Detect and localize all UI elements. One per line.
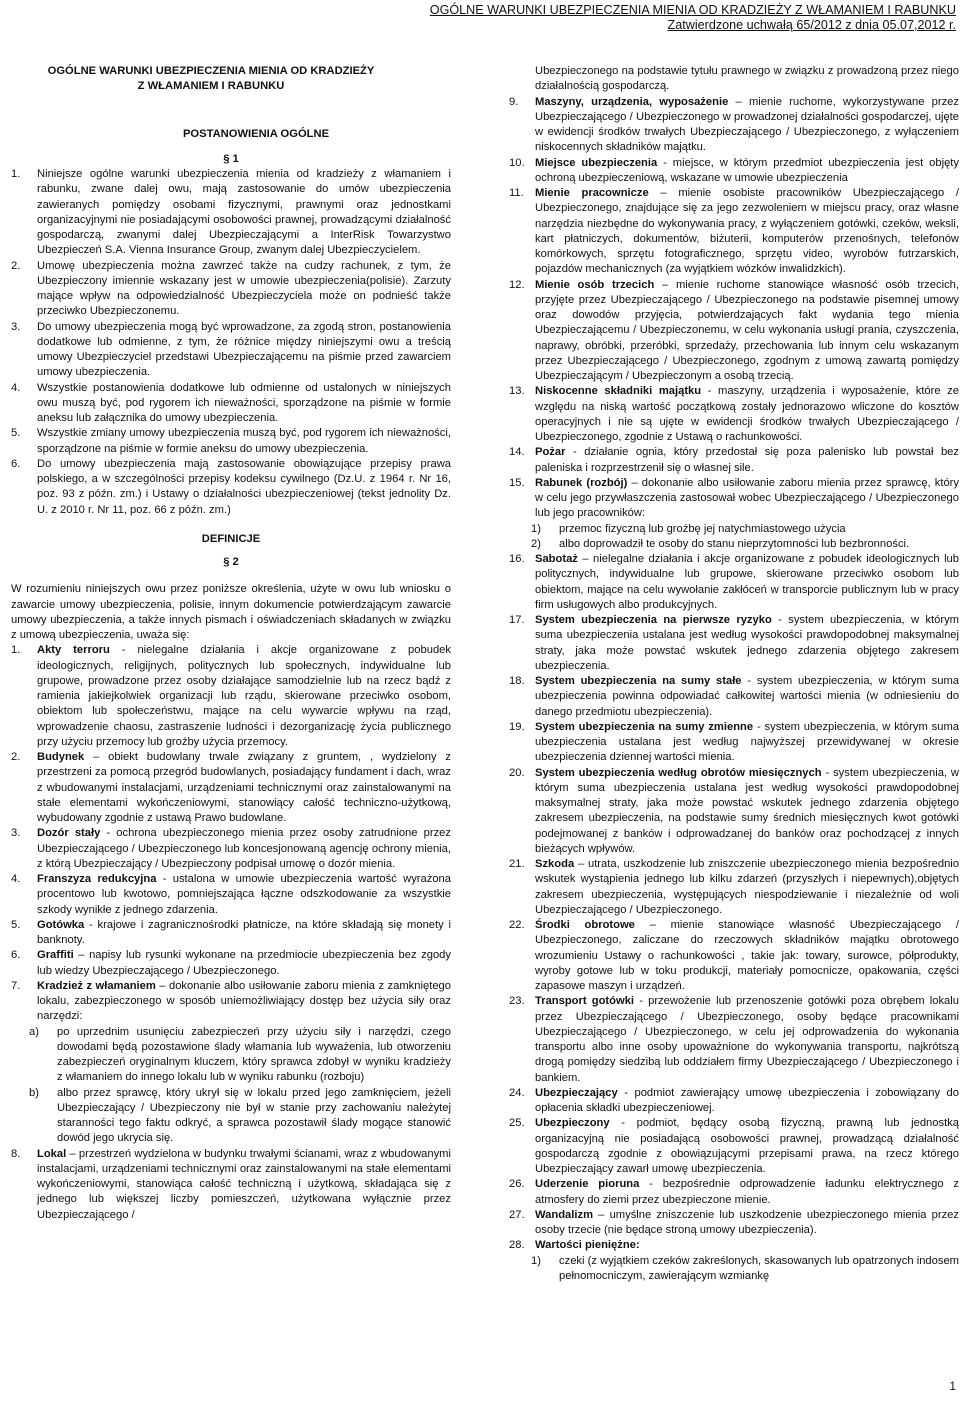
definition-9-term: Maszyny, urządzenia, wyposażenie [535, 95, 729, 108]
definition-15-sub-2 [509, 537, 959, 552]
definition-24-number: 24. [509, 1086, 525, 1099]
definition-23 [509, 994, 959, 1086]
general-provision-5-text: Wszystkie zmiany umowy ubezpieczenia muszą być, pod rygorem ich nieważności, sporządzone na piśmie w formie aneksu do umowy ubezpieczenia. [37, 427, 451, 455]
definition-7-sub-1 [11, 1025, 451, 1086]
definition-3-number: 3. [11, 827, 21, 840]
definition-17 [509, 613, 959, 674]
definition-18-number: 18. [509, 675, 525, 687]
general-provision-5 [11, 426, 451, 457]
definition-15-sub-1 [509, 522, 959, 537]
definition-10-term: Miejsce ubezpieczenia [535, 156, 658, 169]
definition-12-number: 12. [509, 278, 525, 291]
definition-7-sub-2 [11, 1086, 451, 1147]
definition-24-term: Ubezpieczający [535, 1086, 618, 1099]
general-provision-2-text: Umowę ubezpieczenia można zawrzeć także na cudzy rachunek, z tym, że Ubezpieczony imiennie wskazany jest w umowie ubezpieczenia(polisie). Zarzuty mające wpływ na odpowiedzialność Ubezpieczyciela może on podnieść także przeciwko Ubezpieczonemu. [37, 259, 451, 318]
general-provision-1 [11, 167, 451, 259]
definition-16-number: 16. [509, 553, 525, 565]
definition-11-text: – mienie osobiste pracowników Ubezpieczającego / Ubezpieczonego, znajdujące się za jego zezwoleniem w miejscu pracy, oraz własne narzędzia niezbędne do wykonywania pracy, z wyłączeniem gotówki, czeków, weksli, kart płatniczych, dokumentów, biżuterii, komputerów przenośnych, telefonów komórkowych, sprzętu fotograficznego, sprzętu video, wyrobów futrzarskich, pojazdów mechanicznych (za wyjątkiem wózków inwalidzkich). [535, 187, 959, 276]
definition-27-text: – umyślne zniszczenie lub uszkodzenie ubezpieczonego mienia przez osoby trzecie (nie będące stroną umowy ubezpieczenia). [535, 1208, 959, 1236]
definition-22 [509, 918, 959, 994]
left-column [11, 64, 451, 1223]
definition-18-text: - system ubezpieczenia, w którym suma ubezpieczenia powinna odpowiadać całkowitej wartości mienia (w odniesieniu do danego przedmiotu ubezpieczenia). [535, 675, 959, 718]
general-provision-1-text: Niniejsze ogólne warunki ubezpieczenia mienia od kradzieży z włamaniem i rabunku, zwane dalej owu, mają zastosowanie do umów ubezpieczenia zawieranych pomiędzy osobami fizycznymi, prawnymi oraz jednostkami organizacyjnymi nie posiadającymi osobowości prawnej, prowadzącymi działalność gospodarczą, zwanymi dalej Ubezpieczającymi a InterRisk Towarzystwo Ubezpieczeń S.A. Vienna Insurance Group, zwanym dalej Ubezpieczycielem. [37, 168, 451, 257]
definition-11-number: 11. [509, 187, 524, 199]
definition-16-term: Sabotaż [535, 553, 578, 565]
doc-title-line1: OGÓLNE WARUNKI UBEZPIECZENIA MIENIA OD KRADZIEŻY [47, 65, 375, 77]
section-definitions-heading: DEFINICJE [201, 532, 261, 545]
definition-28-term: Wartości pieniężne: [535, 1239, 640, 1252]
definition-26-text: - bezpośrednie odprowadzenie ładunku elektrycznego z atmosfery do ziemi przez ubezpieczone mienie. [535, 1178, 959, 1206]
definition-6-text: – napisy lub rysunki wykonane na przedmiocie ubezpieczenia bez zgody lub wiedzy Ubezpieczającego / Ubezpieczonego. [37, 949, 451, 977]
definition-26-term: Uderzenie pioruna [535, 1178, 640, 1191]
definition-5-text: - krajowe i zagranicznośrodki płatnicze, na które składają się monety i banknoty. [37, 918, 451, 946]
definition-1-term: Akty terroru [37, 644, 110, 657]
definition-15-text: – dokonanie albo usiłowanie zaboru mienia przez sprawcę, który w celu jego przywłaszczenia zastosował wobec Ubezpieczającego / Ubezpieczonego lub jego pracowników: [535, 476, 959, 520]
definition-27-number: 27. [509, 1208, 525, 1221]
general-provision-6-number: 6. [11, 457, 21, 470]
definition-27-term: Wandalizm [535, 1208, 594, 1221]
definition-28-sub-1 [509, 1254, 959, 1285]
definition-14-number: 14. [509, 446, 525, 459]
definition-5-term: Gotówka [37, 918, 85, 931]
definition-20-term: System ubezpieczenia według obrotów miesięcznych [535, 766, 822, 779]
paragraph-1-heading: § 1 [223, 152, 239, 165]
doc-title-line2: Z WŁAMANIEM I RABUNKU [137, 80, 285, 93]
definition-21-text: – utrata, uszkodzenie lub zniszczenie ubezpieczonego mienia bezpośrednio wskutek wystąpienia jednego lub kilku zdarzeń (przyszłych i niepewnych),objętych zakresem ubezpieczenia, występujących niespodziewanie i niezależnie od woli Ubezpieczającego / Ubezpieczonego. [535, 858, 959, 916]
definition-7 [11, 979, 451, 1025]
definition-13-text: - maszyny, urządzenia i wyposażenie, które ze względu na niską wartość początkową zostały jednorazowo wliczone do kosztów operacyjnych i nie są ujęte w ewidencji środków trwałych Ubezpieczającego / Ubezpieczonego, zgodnie z Ustawą o rachunkowości. [535, 385, 959, 443]
definition-22-text: – mienie stanowiące własność Ubezpieczającego / Ubezpieczonego, zaliczane do rzeczowych składników majątku obrotowego wrozumieniu Ustawy o rachunkowości , takie jak: towary, surowce, półprodukty, wyroby gotowe lub w toku produkcji, materiały pomocnicze, opakowania, części zapasowe maszyn i urządzeń. [535, 919, 959, 992]
definition-1-number: 1. [11, 644, 21, 657]
definition-18 [509, 674, 959, 720]
page-number: 1 [949, 1379, 956, 1393]
definition-1 [11, 643, 451, 750]
paragraph-2-heading: § 2 [223, 556, 239, 568]
definition-18-term: System ubezpieczenia na sumy stałe [535, 675, 742, 687]
definition-6-number: 6. [11, 949, 21, 962]
definition-15-sub-2-number: 2) [531, 537, 541, 550]
definition-25-text: - podmiot, będący osobą fizyczną, prawną lub jednostką organizacyjną nie posiadającą osobowości prawnej, prowadzącą działalność gospodarczą zgodnie z obowiązującymi przepisami prawa, na rzecz którego Ubezpieczający zawarł umowę ubezpieczenia. [535, 1117, 959, 1175]
definition-15-sub-2-text: albo doprowadził te osoby do stanu nieprzytomności lub bezbronności. [559, 537, 910, 550]
definition-9 [509, 95, 959, 156]
definition-12-text: – mienie ruchome stanowiące własność osób trzecich, przyjęte przez Ubezpieczającego / Ubezpieczonego na podstawie pisemnej umowy oraz dowodów przyjęcia, potwierdzających fakt wydania tego mienia Ubezpieczającemu / Ubezpieczonemu, w celu wykonania usługi prania, czyszczenia, naprawy, obróbki, przeróbki, sprzedaży, przechowania lub innym celu wskazanym przez Ubezpieczającego / Ubezpieczonego, zgodnym z umową zawartą pomiędzy Ubezpieczającym / Ubezpieczonym a osobą trzecią. [535, 278, 959, 382]
definitions-right-list [509, 95, 959, 1285]
definition-16-text: – nielegalne działania i akcje organizowane z pobudek ideologicznych lub politycznych, indywidualne lub grupowe, skierowane przeciwko osobom lub obiektom, mające na celu wywołanie zakłóceń w transporcie publicznym lub w pracy firm usługowych albo produkcyjnych. [535, 553, 959, 611]
general-provision-3 [11, 320, 451, 381]
header-approval: Zatwierdzone uchwałą 65/2012 z dnia 05.07,2012 r. [667, 18, 956, 32]
definitions-left-list [11, 643, 451, 1223]
definition-22-number: 22. [509, 919, 525, 931]
definition-19-term: System ubezpieczenia na sumy zmienne [535, 720, 754, 733]
general-provisions-list [11, 167, 451, 518]
definition-7-number: 7. [11, 979, 21, 992]
definition-12-term: Mienie osób trzecich [535, 278, 655, 291]
definition-7-sub-2-text: albo przez sprawcę, który ukrył się w lokalu przed jego zamknięciem, jeżeli Ubezpieczający / Ubezpieczony nie był w stanie przy zachowaniu należytej staranności tego faktu odkryć, a sprawca pozostawił ślady mogące stanowić dowód jego ukrycia się. [57, 1086, 451, 1145]
general-provision-2 [11, 259, 451, 320]
general-provision-4-text: Wszystkie postanowienia dodatkowe lub odmienne od ustalonych w niniejszych owu muszą być, pod rygorem ich nieważności, sporządzone na piśmie w formie aneksu lub załącznika do umowy ubezpieczenia. [37, 381, 451, 424]
definition-16 [509, 552, 959, 613]
definition-22-term: Środki obrotowe [535, 919, 635, 931]
definition-24 [509, 1086, 959, 1117]
definition-17-term: System ubezpieczenia na pierwsze ryzyko [535, 614, 772, 626]
definition-8-number: 8. [11, 1147, 21, 1160]
definition-3-term: Dozór stały [37, 827, 101, 840]
definition-9-text: – mienie ruchome, wykorzystywane przez Ubezpieczającego / Ubezpieczonego w prowadzonej działalności gospodarczej, ujęte w ewidencji środków trwałych Ubezpieczającego / Ubezpieczonego, z wyłączeniem niskocennych składników majątku. [535, 95, 959, 154]
definition-15-sub-1-text: przemoc fizyczną lub groźbę jej natychmiastowego użycia [559, 522, 846, 535]
definition-17-text: - system ubezpieczenia, w którym suma ubezpieczenia ustalana jest według wysokości prawdopodobnej maksymalnej straty, jaka może powstać wskutek jednego zdarzenia objętego zakresem ubezpieczenia. [535, 614, 959, 672]
definition-21-number: 21. [509, 858, 525, 870]
right-column [509, 64, 959, 1284]
definition-21-term: Szkoda [535, 858, 575, 870]
doc-title [11, 64, 411, 95]
definition-4 [11, 872, 451, 918]
definition-23-term: Transport gotówki [535, 995, 635, 1008]
definition-28-sub-1-number: 1) [531, 1254, 541, 1267]
definitions-intro: W rozumieniu niniejszych owu przez poniższe określenia, użyte w owu lub wniosku o zawarcie umowy ubezpieczenia, polisie, innym dokumencie potwierdzającym zawarcie umowy ubezpieczenia, a także innych pismach i oświadczeniach składanych w związku z umową ubezpieczenia, uważa się: [11, 583, 451, 641]
definition-15-term: Rabunek (rozbój) [535, 476, 628, 489]
definition-14-term: Pożar [535, 446, 566, 459]
general-provision-6 [11, 457, 451, 518]
definition-5 [11, 918, 451, 949]
definition-3-text: - ochrona ubezpieczonego mienia przez osoby zatrudnione przez Ubezpieczającego / Ubezpieczonego lub koncesjonowaną agencję ochrony mienia, z którą Ubezpieczający / Ubezpieczony podpisał umowę o dozór mienia. [37, 827, 451, 870]
definition-25-number: 25. [509, 1117, 525, 1130]
definition-8 [11, 1147, 451, 1223]
definition-15-sub-1-number: 1) [531, 522, 541, 535]
definition-17-number: 17. [509, 614, 525, 626]
definition-4-text: - ustalona w umowie ubezpieczenia wartość wyrażona procentowo lub kwotowo, pomniejszająca łączne odszkodowanie za wszystkie szkody wynikłe z jednego zdarzenia. [37, 873, 451, 916]
definition-15-number: 15. [509, 476, 525, 489]
definition-21 [509, 857, 959, 918]
definition-19-text: - system ubezpieczenia, w którym suma ubezpieczenia ustalana jest według najwyższej przewidywanej w okresie ubezpieczenia dziennej wartości mienia. [535, 720, 959, 764]
general-provision-4 [11, 381, 451, 427]
definition-28-sub-1-text: czeki (z wyjątkiem czeków zakreślonych, skasowanych lub opatrzonych indosem pełnomocniczym, zawierającym wzmiankę [559, 1254, 959, 1282]
definition-6-term: Graffiti [37, 949, 74, 962]
general-provision-6-text: Do umowy ubezpieczenia mają zastosowanie obowiązujące przepisy prawa polskiego, a w szczególności przepisy kodeksu cywilnego (Dz.U. z 1964 r. Nr 16, poz. 93 z późn. zm.) i Ustawy o działalności ubezpieczeniowej (tekst jednolity Dz. U. z 2010 r. Nr 11, poz. 66 z późn. zm.) [37, 457, 451, 516]
definition-5-number: 5. [11, 918, 21, 931]
definition-11-term: Mienie pracownicze [535, 187, 649, 199]
general-provision-5-number: 5. [11, 427, 21, 440]
general-provision-4-number: 4. [11, 381, 21, 394]
definition-6 [11, 948, 451, 979]
definition-7-sub-1-text: po uprzednim usunięciu zabezpieczeń przy użyciu siły i narzędzi, czego dowodami będą pozostawione ślady włamania lub wyważenia, lub otworzeniu zabezpieczeń oryginalnym kluczem, który sprawca zdobył w wyniku kradzieży z włamaniem do innego lokalu lub w wyniku rabunku (rozboju) [57, 1025, 451, 1084]
definition-10-number: 10. [509, 156, 525, 169]
definition-23-number: 23. [509, 995, 525, 1008]
running-header [430, 3, 956, 33]
definition-4-term: Franszyza redukcyjna [37, 873, 157, 885]
definition-7-sub-1-number: a) [29, 1025, 39, 1038]
definition-28-number: 28. [509, 1239, 525, 1252]
definition-11 [509, 186, 959, 278]
definition-20-number: 20. [509, 766, 525, 779]
definition-26-number: 26. [509, 1178, 525, 1191]
definition-27 [509, 1208, 959, 1239]
definition-7-sub-2-number: b) [29, 1086, 39, 1099]
definition-19 [509, 720, 959, 766]
definition-8-text: – przestrzeń wydzielona w budynku trwałymi ścianami, wraz z wbudowanymi instalacjami, urządzeniami technicznymi oraz zainstalowanymi na stałe elementami wykończeniowymi, stanowiąca całość techniczną i użytkową, składająca się z jednego lub większej liczby pomieszczeń, użytkowana wyłącznie przez Ubezpieczającego / [37, 1147, 451, 1221]
general-provision-3-text: Do umowy ubezpieczenia mogą być wprowadzone, za zgodą stron, postanowienia dodatkowe lub odmienne, z tym, że różnice między niniejszymi owu a treścią umowy Ubezpieczyciel przedstawi Ubezpieczającemu na piśmie przed zawarciem umowy ubezpieczenia. [37, 320, 451, 379]
definition-3 [11, 826, 451, 872]
definition-10-text: - miejsce, w którym przedmiot ubezpieczenia jest objęty ochroną ubezpieczeniową, wskazane w umowie ubezpieczenia [535, 156, 959, 184]
definition-2-number: 2. [11, 751, 21, 763]
definition-2-term: Budynek [37, 751, 85, 763]
definition-28 [509, 1238, 959, 1253]
definition-24-text: - podmiot zawierający umowę ubezpieczenia i zobowiązany do opłacenia składki ubezpieczeniowej. [535, 1086, 959, 1114]
definition-20-text: - system ubezpieczenia, w którym suma ubezpieczenia ustalana jest według wysokości prawdopodobnej maksymalnej straty, jaka może powstać wskutek jednego zdarzenia objętego zakresem ubezpieczenia, na podstawie sumy średnich miesięcznych kwot gotówki podejmowanej z banków i odprowadzanej do banków oraz pochodzącej z innych bieżących wpływów. [535, 766, 959, 855]
definition-4-number: 4. [11, 873, 21, 885]
definition-13-number: 13. [509, 385, 525, 398]
definition-25-term: Ubezpieczony [535, 1117, 610, 1130]
definition-8-term: Lokal [37, 1147, 67, 1160]
definition-2-text: – obiekt budowlany trwale związany z gruntem, , wydzielony z przestrzeni za pomocą przegród budowlanych, posiadający fundament i dach, wraz z wbudowanymi instalacjami, urządzeniami technicznymi oraz zainstalowanymi na stałe elementami wykończeniowymi, stanowiący całość techniczno-użytkową, wybudowany zgodnie z ustawą Prawo budowlane. [37, 751, 451, 824]
definition-7-term: Kradzież z włamaniem [37, 979, 156, 992]
definition-10 [509, 156, 959, 187]
definition-12 [509, 278, 959, 385]
definition-26 [509, 1177, 959, 1208]
definition-13-term: Niskocenne składniki majątku [535, 385, 702, 398]
definition-15 [509, 476, 959, 522]
general-provision-3-number: 3. [11, 320, 21, 333]
definition-23-text: - przewożenie lub przenoszenie gotówki poza obrębem lokalu przez Ubezpieczającego / Ubezpieczonego, osoby będące pracownikami Ubezpieczającego / Ubezpieczonego, w celu jej odprowadzenia do wykonania transportu albo inne osoby upoważnione do wykonywania transportu, najkrótszą drogą pomiędzy siedzibą lub oddziałem firmy Ubezpieczającego / Ubezpieczonego i bankiem. [535, 995, 959, 1084]
definition-13 [509, 384, 959, 445]
definition-2 [11, 750, 451, 826]
general-provision-1-number: 1. [11, 168, 21, 180]
definition-14-text: - działanie ognia, który przedostał się poza palenisko lub powstał bez paleniska i rozprzestrzenił się o własnej sile. [535, 446, 959, 474]
definition-continuation: Ubezpieczonego na podstawie tytułu prawnego w związku z prowadzoną przez niego działalnością gospodarczą. [535, 65, 959, 93]
definition-14 [509, 445, 959, 476]
definition-20 [509, 766, 959, 858]
definition-19-number: 19. [509, 720, 525, 733]
definition-25 [509, 1116, 959, 1177]
definition-7-text: – dokonanie albo usiłowanie zaboru mienia z zamkniętego lokalu, zabezpieczonego w sposób uniemożliwiający dostęp bez użycia siły oraz narzędzi: [37, 979, 451, 1023]
general-provision-2-number: 2. [11, 259, 21, 272]
header-title: OGÓLNE WARUNKI UBEZPIECZENIA MIENIA OD KRADZIEŻY Z WŁAMANIEM I RABUNKU [429, 3, 956, 17]
definition-1-text: - nielegalne działania i akcje organizowane z pobudek ideologicznych, religijnych, politycznych lub społecznych, indywidualne lub grupowe, prowadzone przez osoby działające samodzielnie lub na rzecz bądź z ramienia jakiejkolwiek organizacji lub rządu, skierowane przeciwko osobom, obiektom lub społeczeństwu, mające na celu wywarcie wpływu na rząd, wprowadzenie chaosu, zastraszenie ludności i dezorganizację życia publicznego przy użyciu przemocy lub groźby użycia przemocy. [37, 644, 451, 748]
section-general-heading: POSTANOWIENIA OGÓLNE [182, 127, 330, 140]
definition-9-number: 9. [509, 95, 519, 108]
